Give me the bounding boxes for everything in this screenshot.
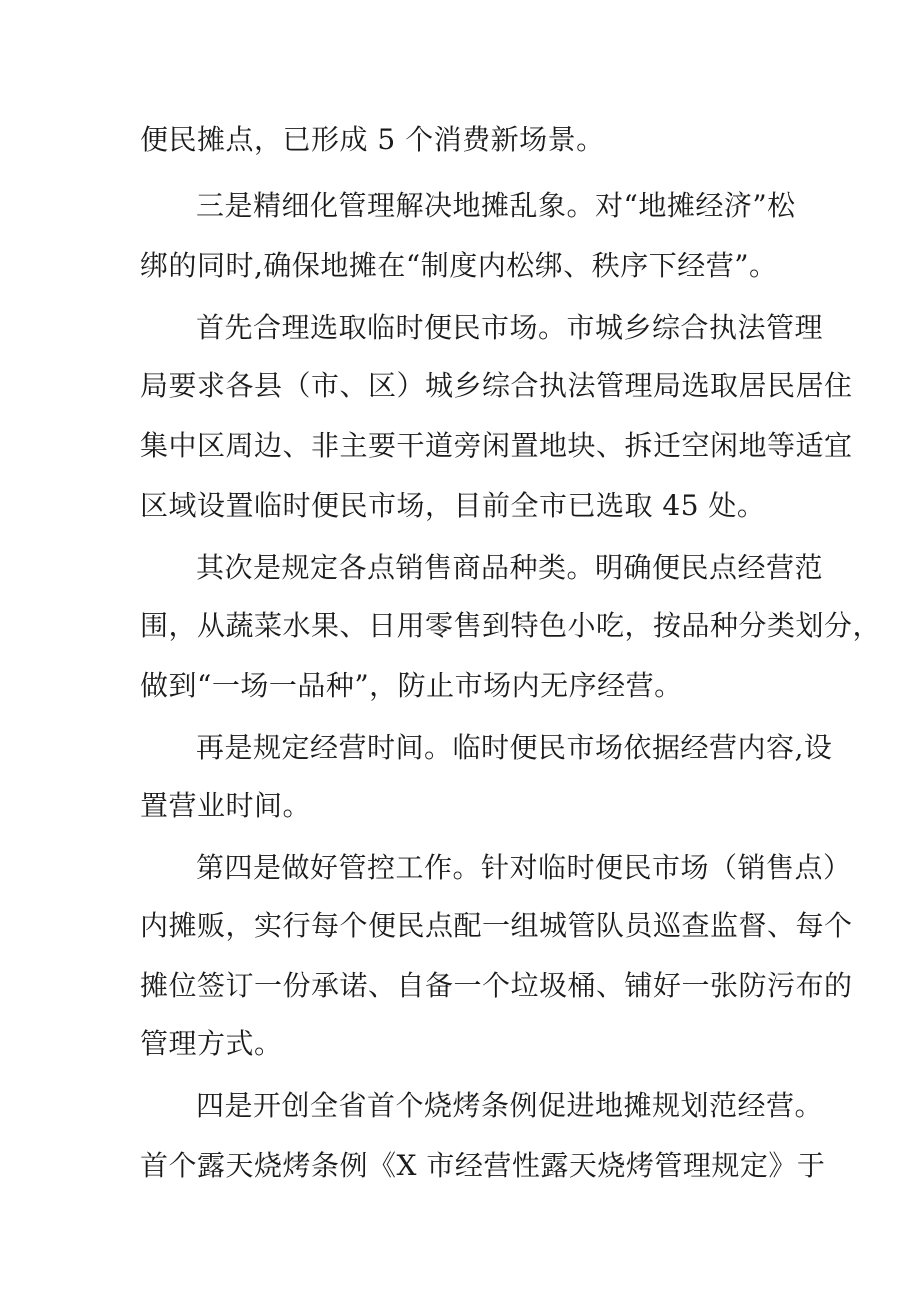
paragraph-start-line: 第四是做好管控工作。针对临时便民市场（销售点）: [196, 851, 852, 884]
text-line: 便民摊点，已形成 5 个消费新场景。: [140, 123, 605, 156]
paragraph-start-line: 首先合理选取临时便民市场。市城乡综合执法管理: [196, 311, 824, 344]
text-line: 集中区周边、非主要干道旁闲置地块、拆迁空闲地等适宜: [140, 429, 853, 462]
text-line: 做到“一场一品种”，防止市场内无序经营。: [140, 669, 683, 702]
text-line: 管理方式。: [140, 1027, 283, 1060]
paragraph-start-line: 三是精细化管理解决地摊乱象。对“地摊经济”松: [196, 189, 796, 222]
paragraph-start-line: 再是规定经营时间。临时便民市场依据经营内容,设: [196, 731, 833, 764]
text-line: 摊位签订一份承诺、自备一个垃圾桶、铺好一张防污布的: [140, 969, 853, 1002]
text-line: 区域设置临时便民市场，目前全市已选取 45 处。: [140, 489, 766, 522]
paragraph-start-line: 四是开创全省首个烧烤条例促进地摊规划范经营。: [196, 1089, 824, 1122]
text-line: 局要求各县（市、区）城乡综合执法管理局选取居民居住: [140, 369, 853, 402]
text-line: 置营业时间。: [140, 789, 312, 822]
paragraph-start-line: 其次是规定各点销售商品种类。明确便民点经营范: [196, 551, 824, 584]
text-line: 首个露天烧烤条例《X 市经营性露天烧烤管理规定》于: [140, 1149, 826, 1182]
text-line: 绑的同时,确保地摊在“制度内松绑、秩序下经营”。: [140, 249, 778, 282]
text-line: 围，从蔬菜水果、日用零售到特色小吃，按品种分类划分，: [140, 609, 882, 642]
text-line: 内摊贩，实行每个便民点配一组城管队员巡查监督、每个: [140, 909, 853, 942]
